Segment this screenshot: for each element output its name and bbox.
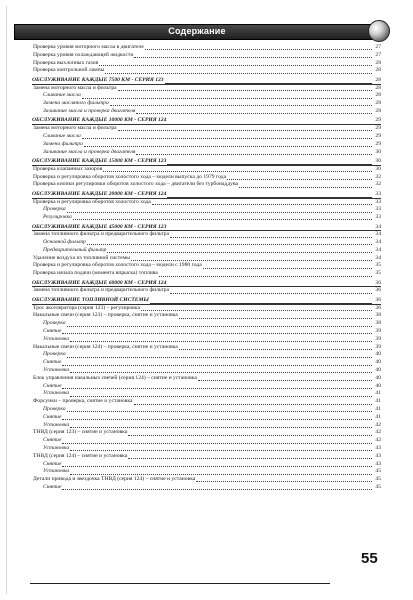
toc-entry-page: 36 (375, 279, 381, 286)
toc-section-heading (32, 297, 381, 305)
toc-entry-page: 28 (375, 67, 381, 74)
toc-entry-title: Проверка и регулировка оборотов холостого хода (33, 198, 151, 205)
toc-leader (152, 203, 372, 205)
toc-entry-title: ОБСЛУЖИВАНИЕ КАЖДЫЕ 20000 КМ - СЕРИЯ 124 (32, 190, 167, 197)
toc-entry-page: 43 (375, 460, 381, 467)
toc-entry-page: 34 (375, 239, 381, 246)
toc-entry (33, 344, 381, 352)
toc-entry-title: Проверка уровня охлаждающей жидкости (33, 51, 134, 58)
toc-entry (33, 206, 381, 214)
toc-leader (70, 473, 372, 475)
toc-section-heading (32, 117, 381, 125)
toc-entry (33, 181, 381, 189)
toc-entry-title: Заливание масла и проверка двигателя (43, 148, 136, 155)
toc-entry (33, 214, 381, 222)
page-number: 55 (361, 550, 378, 567)
toc-leader (107, 251, 372, 253)
toc-leader (159, 275, 372, 277)
toc-entry-page: 29 (375, 117, 381, 124)
toc-leader (73, 218, 372, 220)
toc-leader (134, 56, 372, 58)
toc-leader (198, 379, 372, 381)
toc-entry-page: 40 (375, 351, 381, 358)
toc-entry (33, 351, 381, 359)
toc-leader (70, 340, 372, 342)
toc-entry-title: Проверка выхлопных газов (33, 59, 99, 66)
toc-entry-page: 41 (375, 398, 381, 405)
toc-entry-page: 38 (375, 312, 381, 319)
toc-entry-page: 33 (375, 198, 381, 205)
toc-entry (33, 453, 381, 461)
toc-entry-title: ОБСЛУЖИВАНИЕ КАЖДЫЕ 7500 КМ - СЕРИЯ 123 (32, 76, 164, 83)
toc-entry-page: 29 (375, 132, 381, 139)
toc-entry-page: 45 (375, 468, 381, 475)
page-title: Содержание (168, 26, 226, 36)
toc-entry (33, 398, 381, 406)
header-bar (14, 24, 380, 40)
toc-entry (33, 85, 381, 93)
toc-entry-page: 28 (375, 100, 381, 107)
toc-entry-title: Проверка начала подачи (момента впрыска) топлива (33, 270, 158, 277)
toc-entry (33, 484, 381, 492)
toc-entry-title: Проверка уровня моторного масла в двигателе (33, 44, 144, 50)
toc-entry (33, 437, 381, 445)
toc-leader (67, 211, 372, 213)
toc-entry (33, 383, 381, 391)
toc-entry-title: Проверка (43, 206, 66, 213)
toc-entry-title: Проверка (43, 406, 66, 413)
toc-entry-page: 42 (375, 429, 381, 436)
toc-entry-page: 34 (375, 231, 381, 238)
toc-leader (203, 267, 372, 269)
toc-leader (196, 480, 372, 482)
toc-leader (134, 403, 373, 405)
toc-leader (110, 104, 372, 106)
toc-entry-title: ТНВД (серия 124) – снятие и установка (33, 452, 128, 459)
toc-entry-title: Снятие (43, 328, 62, 335)
toc-entry-title: Установка (43, 468, 70, 475)
toc-entry-page: 32 (375, 181, 381, 188)
toc-entry-page: 32 (375, 173, 381, 180)
toc-leader (70, 426, 372, 428)
toc-entry-title: Накальные свечи (серия 123) – проверка, снятие и установка (33, 312, 178, 319)
toc-entry-title: Проверка кнопки регулировки оборотов холостого хода – двигатели без турбонаддува (33, 181, 239, 188)
toc-entry (33, 461, 381, 469)
toc-leader (67, 356, 372, 358)
toc-entry-page: 30 (375, 157, 381, 164)
toc-leader (70, 395, 372, 397)
toc-entry-page: 33 (375, 190, 381, 197)
toc-leader (103, 170, 372, 172)
toc-entry-title: ОБСЛУЖИВАНИЕ КАЖДЫЕ 45000 КМ - СЕРИЯ 123 (32, 223, 167, 230)
toc-entry-page: 28 (375, 92, 381, 99)
toc-entry (33, 247, 381, 255)
toc-entry-page: 28 (375, 76, 381, 83)
toc-entry-title: Проверка (43, 320, 66, 327)
toc-entry (33, 270, 381, 278)
toc-entry-title: Установка (43, 335, 70, 342)
toc-leader (179, 348, 372, 350)
toc-entry-page: 34 (375, 223, 381, 230)
toc-section-heading (32, 158, 381, 166)
toc-entry (33, 125, 381, 133)
toc-entry-title: Трос акселератора (серия 123) – регулировка (33, 304, 140, 311)
toc-entry (33, 375, 381, 383)
toc-entry-page: 34 (375, 254, 381, 261)
toc-entry (33, 320, 381, 328)
toc-entry-page: 27 (375, 51, 381, 58)
toc-entry-title: ТНВД (серия 123) – снятие и установка (33, 429, 128, 436)
toc-leader (82, 137, 372, 139)
toc-entry-page: 30 (375, 165, 381, 172)
toc-leader (62, 442, 372, 444)
toc-entry (33, 476, 381, 484)
toc-entry-title: Замена топливного фильтра и предварительного фильтра (33, 231, 170, 238)
toc-entry-title: Проверка (43, 351, 66, 358)
toc-entry-page: 36 (375, 304, 381, 311)
toc-entry (33, 100, 381, 108)
toc-entry-title: Замена фильтра (43, 140, 83, 147)
toc-entry (33, 166, 381, 174)
toc-entry-title: Проверка и регулировка оборотов холостого хода – модели с 1980 года (33, 262, 202, 269)
toc-entry (33, 52, 381, 60)
toc-entry-title: Предварительный фильтр (43, 246, 107, 253)
toc-entry (33, 231, 381, 239)
toc-leader (70, 371, 372, 373)
toc-entry (33, 328, 381, 336)
toc-entry-page: 40 (375, 359, 381, 366)
toc-entry-page: 41 (375, 390, 381, 397)
toc-leader (84, 145, 372, 147)
toc-leader (131, 259, 372, 261)
toc-entry-page: 27 (375, 44, 381, 50)
toc-entry (33, 199, 381, 207)
toc-entry-page: 39 (375, 335, 381, 342)
toc-entry-page: 40 (375, 367, 381, 374)
toc-entry-title: Сливание масла (43, 92, 81, 99)
toc-entry-title: ОБСЛУЖИВАНИЕ ТОПЛИВНОЙ СИСТЕМЫ (32, 296, 149, 303)
toc-leader (128, 457, 372, 459)
toc-leader (118, 129, 372, 131)
toc-leader (82, 97, 372, 99)
toc-leader (136, 112, 372, 114)
toc-entry (33, 44, 381, 52)
toc-leader (62, 418, 372, 420)
toc-entry-title: Замена топливного фильтра и предварительного фильтра (33, 287, 170, 294)
toc-entry-page: 43 (375, 445, 381, 451)
toc-leader (105, 72, 372, 74)
toc-entry (33, 108, 381, 116)
toc-entry-page: 28 (375, 84, 381, 91)
toc-entry-title: Сливание масла (43, 132, 81, 139)
toc-entry (33, 239, 381, 247)
toc-leader (62, 364, 372, 366)
toc-entry-page: 39 (375, 328, 381, 335)
toc-entry-page: 40 (375, 382, 381, 389)
toc-entry-page: 42 (375, 437, 381, 444)
toc-leader (62, 332, 372, 334)
toc-leader (62, 488, 372, 490)
toc-entry-page: 36 (375, 296, 381, 303)
toc-entry-title: Замена моторного масла и фильтра (33, 125, 117, 132)
toc-entry (33, 287, 381, 295)
toc-entry-page: 41 (375, 406, 381, 413)
footer-rule (30, 583, 330, 584)
toc-leader (141, 309, 372, 311)
toc-entry (33, 141, 381, 149)
toc-leader (62, 465, 372, 467)
toc-leader (227, 178, 372, 180)
toc-entry-title: ОБСЛУЖИВАНИЕ КАЖДЫЕ 15000 КМ - СЕРИЯ 123 (32, 157, 167, 164)
toc-entry-page: 28 (375, 107, 381, 114)
toc-entry-title: Замена масляного фильтра (43, 100, 109, 107)
toc-entry-page: 45 (375, 483, 381, 490)
toc-entry (33, 133, 381, 141)
table-of-contents (33, 44, 381, 492)
toc-entry-page: 43 (375, 452, 381, 459)
toc-entry (33, 92, 381, 100)
toc-entry-title: Блок управления накальных свечей (серия 124) – снятие и установка (33, 374, 197, 381)
toc-entry-title: Проверка и регулировка оборотов холостого хода – модели выпуска до 1979 года (33, 173, 227, 180)
toc-entry-title: Установка (43, 421, 70, 428)
toc-entry-page: 39 (375, 343, 381, 350)
toc-entry (33, 359, 381, 367)
toc-leader (170, 236, 372, 238)
toc-entry-page: 28 (375, 59, 381, 66)
toc-entry-title: Установка (43, 445, 70, 451)
toc-entry-page: 30 (375, 148, 381, 155)
toc-entry (33, 312, 381, 320)
toc-leader (62, 387, 372, 389)
decorative-sphere-icon (368, 20, 390, 42)
toc-entry-title: Установка (43, 390, 70, 397)
toc-leader (239, 186, 372, 188)
toc-entry-page: 36 (375, 287, 381, 294)
toc-leader (67, 325, 372, 327)
toc-entry (33, 67, 381, 75)
toc-entry-title: Снятие (43, 359, 62, 366)
toc-entry-title: Установка (43, 367, 70, 374)
toc-entry-title: Удаление воздуха из топливной системы (33, 254, 131, 261)
toc-entry-title: Снятие (43, 413, 62, 420)
toc-entry-title: Форсунки – проверка, снятие и установка (33, 398, 133, 405)
toc-entry-title: ОБСЛУЖИВАНИЕ КАЖДЫЕ 60000 КМ - СЕРИЯ 124 (32, 279, 167, 286)
toc-leader (128, 434, 372, 436)
toc-leader (70, 449, 372, 451)
toc-entry (33, 406, 381, 414)
toc-leader (67, 410, 372, 412)
toc-entry-page: 29 (375, 125, 381, 132)
toc-entry-page: 34 (375, 246, 381, 253)
toc-entry-page: 33 (375, 214, 381, 221)
toc-entry-page: 45 (375, 476, 381, 483)
toc-entry-page: 29 (375, 140, 381, 147)
toc-entry-page: 33 (375, 206, 381, 213)
toc-leader (136, 153, 372, 155)
toc-entry-title: Замена моторного масла и фильтра (33, 84, 117, 91)
toc-entry-title: Регулировка (43, 214, 72, 221)
toc-entry (33, 390, 381, 398)
toc-leader (118, 89, 372, 91)
toc-entry (33, 336, 381, 344)
toc-entry-title: Снятие (43, 382, 62, 389)
toc-entry (33, 414, 381, 422)
toc-leader (179, 317, 372, 319)
toc-entry-page: 40 (375, 374, 381, 381)
toc-entry-title: Снятие (43, 460, 62, 467)
toc-leader (99, 64, 372, 66)
toc-leader (87, 243, 372, 245)
toc-entry-title: Снятие (43, 483, 62, 490)
toc-section-heading (32, 77, 381, 85)
toc-entry (33, 429, 381, 437)
toc-entry-page: 38 (375, 320, 381, 327)
toc-entry (33, 367, 381, 375)
toc-entry (33, 149, 381, 157)
toc-section-heading (32, 191, 381, 199)
toc-entry-title: Основной фильтр (43, 239, 86, 246)
toc-entry-title: Накальные свечи (серия 124) – проверка, снятие и установка (33, 343, 178, 350)
toc-entry-title: Проверка клапанных зазоров (33, 165, 103, 172)
toc-entry-page: 42 (375, 421, 381, 428)
toc-leader (170, 292, 372, 294)
toc-entry-title: Заливание масла и проверка двигателя (43, 107, 136, 114)
toc-entry-title: Детали привода и звездочка ТНВД (серия 124) – снятие и установка (33, 476, 196, 483)
toc-entry-page: 35 (375, 270, 381, 277)
toc-leader (145, 48, 372, 50)
toc-entry-title: Проверка контрольной лампы (33, 67, 105, 74)
toc-entry-title: ОБСЛУЖИВАНИЕ КАЖДЫЕ 10000 КМ - СЕРИЯ 124 (32, 117, 167, 124)
toc-entry-title: Снятие (43, 437, 62, 444)
toc-entry (33, 445, 381, 453)
toc-entry-page: 41 (375, 413, 381, 420)
toc-entry-page: 35 (375, 262, 381, 269)
